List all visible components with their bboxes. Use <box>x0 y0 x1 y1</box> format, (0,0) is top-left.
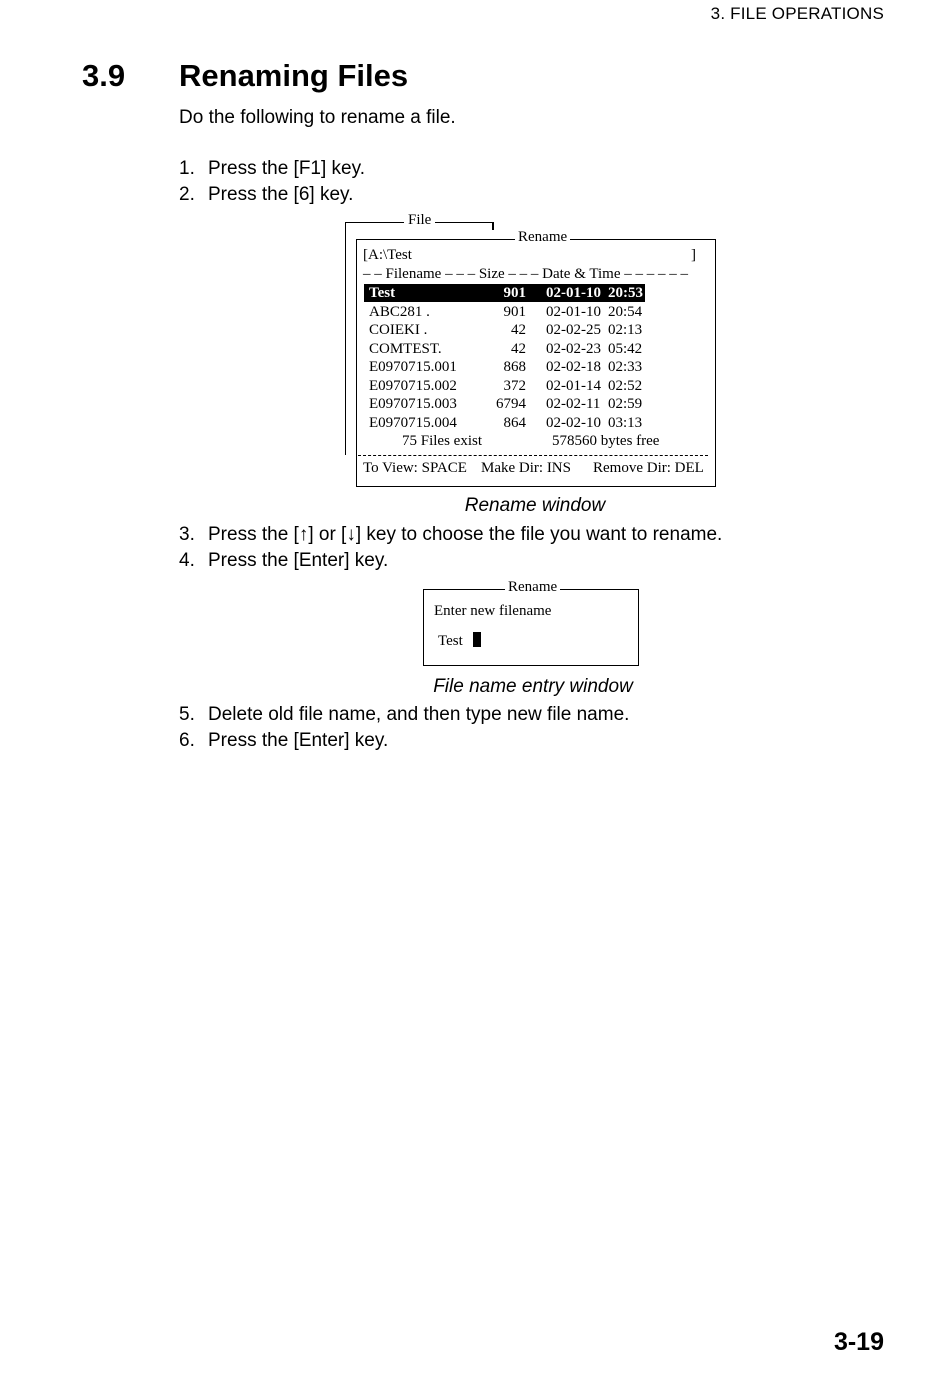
file-time: 02:13 <box>608 322 643 338</box>
directory-path: [A:\Test <box>363 247 412 263</box>
step-2 <box>179 184 353 206</box>
file-time: 05:42 <box>608 341 643 357</box>
step-3 <box>179 524 722 546</box>
step-number: 1. <box>179 158 195 179</box>
file-size: 901 <box>503 285 526 301</box>
step-number: 5. <box>179 704 195 725</box>
file-time: 02:33 <box>608 359 643 375</box>
step-6 <box>179 730 388 752</box>
file-date: 02-02-25 <box>546 322 601 338</box>
step-text: Delete old file name, and then type new file name. <box>208 704 630 725</box>
entry-window-caption: File name entry window <box>433 676 633 697</box>
file-size: 868 <box>503 359 526 375</box>
file-time: 02:59 <box>608 396 643 412</box>
file-window-title: File <box>404 212 435 229</box>
rename-window-title: Rename <box>515 229 570 246</box>
file-date: 02-01-10 <box>546 285 601 301</box>
step-text: Press the [F1] key. <box>208 158 365 179</box>
make-dir-hint: Make Dir: INS <box>481 460 571 476</box>
file-size: 42 <box>511 341 526 357</box>
column-headers: – – Filename – – – Size – – – Date & Time – – – – – – <box>363 266 688 282</box>
file-name: COMTEST. <box>369 341 442 357</box>
step-text: Press the [6] key. <box>208 184 354 205</box>
step-text: Press the [Enter] key. <box>208 550 389 571</box>
step-text: Press the [Enter] key. <box>208 730 389 751</box>
bytes-free: 578560 bytes free <box>552 433 660 449</box>
section-number: 3.9 <box>82 58 126 93</box>
file-size: 42 <box>511 322 526 338</box>
file-time: 02:52 <box>608 378 643 394</box>
step-number: 6. <box>179 730 195 751</box>
file-name: Test <box>369 285 396 301</box>
file-date: 02-01-10 <box>546 304 601 320</box>
files-count: 75 Files exist <box>402 433 483 449</box>
entry-window-title: Rename <box>505 579 560 596</box>
file-name: E0970715.003 <box>369 396 457 412</box>
section-title: Renaming Files <box>179 58 409 93</box>
file-date: 02-02-18 <box>546 359 601 375</box>
file-name: E0970715.004 <box>369 415 457 431</box>
running-header: 3. FILE OPERATIONS <box>710 4 884 23</box>
file-time: 03:13 <box>608 415 643 431</box>
file-date: 02-01-14 <box>546 378 601 394</box>
step-5 <box>179 704 629 726</box>
file-name: E0970715.002 <box>369 378 457 394</box>
file-time: 20:53 <box>608 285 643 301</box>
file-name: E0970715.001 <box>369 359 457 375</box>
file-date: 02-02-10 <box>546 415 601 431</box>
page-number: 3-19 <box>833 1328 884 1356</box>
file-time: 20:54 <box>608 304 643 320</box>
file-size: 864 <box>503 415 526 431</box>
file-name: ABC281 . <box>369 304 430 320</box>
file-date: 02-02-11 <box>546 396 601 412</box>
rename-window-caption: Rename window <box>464 495 606 516</box>
entry-prompt: Enter new filename <box>434 603 552 619</box>
file-size: 372 <box>503 378 526 394</box>
directory-path-close: ] <box>691 247 696 263</box>
dashed-divider <box>358 455 708 456</box>
intro-text: Do the following to rename a file. <box>179 107 456 128</box>
file-date: 02-02-23 <box>546 341 601 357</box>
step-text: Press the [↑] or [↓] key to choose the file you want to rename. <box>208 524 723 545</box>
step-1 <box>179 158 365 180</box>
filename-input[interactable]: Test <box>438 633 463 649</box>
file-size: 901 <box>503 304 526 320</box>
file-window-frame-edge <box>492 222 494 230</box>
view-hint: To View: SPACE <box>363 460 467 476</box>
file-name: COIEKI . <box>369 322 428 338</box>
text-cursor <box>473 632 481 647</box>
step-number: 2. <box>179 184 195 205</box>
step-4 <box>179 550 388 572</box>
file-size: 6794 <box>496 396 526 412</box>
step-number: 4. <box>179 550 195 571</box>
remove-dir-hint: Remove Dir: DEL <box>593 460 704 476</box>
entry-window <box>423 589 639 666</box>
step-number: 3. <box>179 524 195 545</box>
